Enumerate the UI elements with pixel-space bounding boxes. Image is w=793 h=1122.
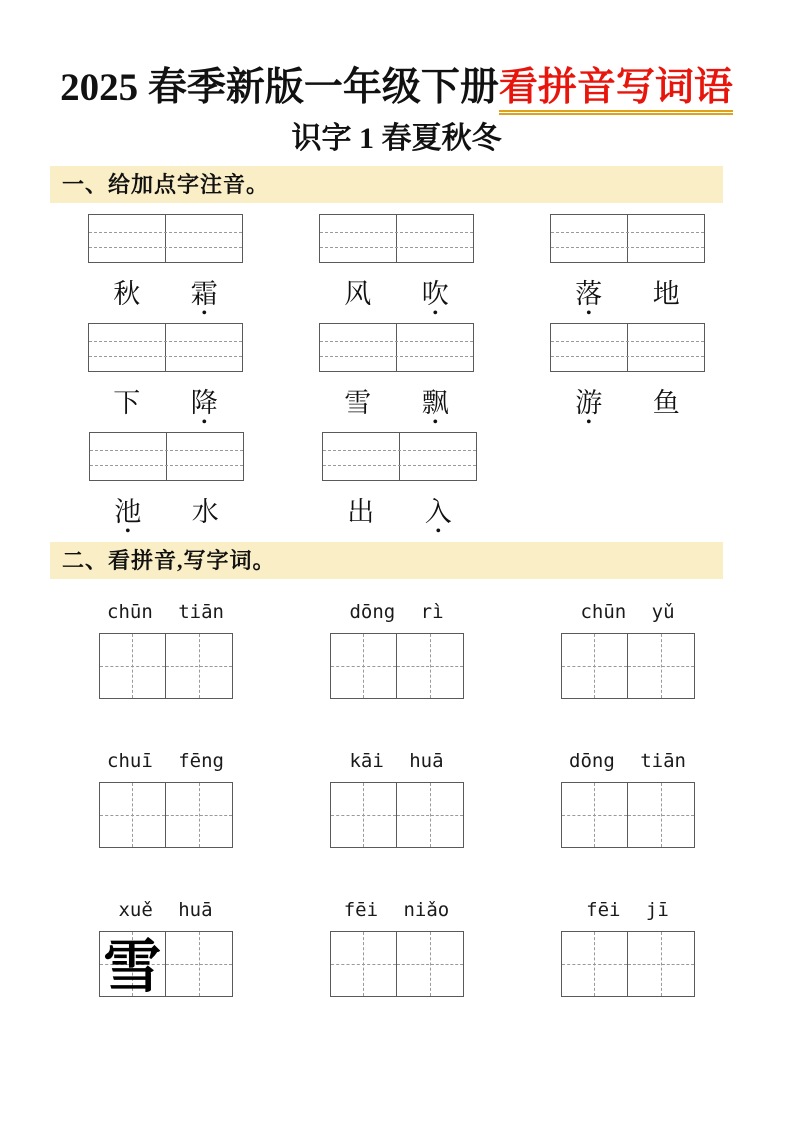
pinyin-answer-box[interactable] — [319, 323, 474, 372]
char-glyph: 游 — [575, 388, 603, 418]
char-glyph: 地 — [652, 279, 680, 309]
character-cell[interactable] — [396, 634, 463, 698]
character-cell[interactable] — [165, 634, 232, 698]
character-cell[interactable] — [100, 783, 166, 847]
pinyin-answer-box[interactable] — [550, 323, 705, 372]
writing-grid-box[interactable] — [330, 633, 464, 699]
guide-line — [551, 341, 704, 342]
writing-grid-box[interactable] — [330, 931, 464, 997]
character-cell[interactable] — [627, 634, 694, 698]
character-cell[interactable] — [331, 932, 397, 996]
char-glyph: 霜 — [190, 279, 218, 309]
pinyin-cell[interactable] — [551, 215, 627, 262]
character-cell[interactable] — [396, 783, 463, 847]
char-glyph: 吹 — [421, 279, 449, 309]
pinyin-label: chūn yǔ — [580, 601, 675, 623]
pinyin-cell[interactable] — [551, 324, 627, 371]
section1-heading: 一、给加点字注音。 — [50, 166, 723, 203]
section2-row — [50, 898, 743, 1001]
chinese-char — [628, 388, 706, 418]
writing-item — [50, 898, 281, 1001]
char-glyph: 池 — [114, 497, 142, 527]
pinyin-cell[interactable] — [166, 433, 243, 480]
pinyin-label: fēi niǎo — [343, 899, 450, 921]
char-glyph: 风 — [344, 279, 372, 309]
chinese-char — [166, 388, 244, 431]
chinese-char — [397, 388, 475, 431]
section1-row — [50, 323, 743, 431]
annotation-item — [50, 214, 281, 322]
title-prefix: 2025 春季新版一年级下册 — [60, 66, 499, 109]
chinese-char — [322, 497, 400, 527]
title-highlight: 看拼音写词语 — [499, 66, 733, 115]
guide-line — [90, 450, 243, 451]
character-cell[interactable] — [396, 932, 463, 996]
annotation-item — [512, 214, 743, 322]
guide-line — [89, 247, 242, 248]
subtitle: 识字 1 春夏秋冬 — [291, 122, 502, 155]
word-pair — [88, 279, 243, 322]
section2-row — [50, 749, 743, 848]
char-glyph: 雪 — [344, 388, 372, 418]
guide-line — [320, 247, 473, 248]
character-cell[interactable] — [331, 783, 397, 847]
writing-grid-box[interactable] — [99, 931, 233, 1001]
chinese-char — [89, 497, 167, 540]
char-glyph: 降 — [190, 388, 218, 418]
writing-item — [512, 749, 743, 848]
guide-line — [90, 465, 243, 466]
guide-line — [320, 356, 473, 357]
pinyin-cell[interactable] — [399, 433, 476, 480]
pinyin-cell[interactable] — [89, 324, 165, 371]
pinyin-answer-box[interactable] — [89, 432, 244, 481]
guide-line — [320, 341, 473, 342]
guide-line — [323, 450, 476, 451]
written-character: 雪 — [103, 932, 162, 1001]
char-glyph: 鱼 — [652, 388, 680, 418]
character-cell[interactable] — [331, 634, 397, 698]
chinese-char — [550, 279, 628, 322]
emphasis-dot: • — [432, 414, 439, 431]
character-cell[interactable] — [100, 634, 166, 698]
pinyin-label: fēi jī — [586, 899, 669, 921]
pinyin-label: dōng rì — [349, 601, 444, 623]
character-cell[interactable] — [100, 932, 166, 1001]
writing-grid-box[interactable] — [561, 633, 695, 699]
section2-heading: 二、看拼音,写字词。 — [50, 542, 723, 579]
pinyin-cell[interactable] — [90, 433, 166, 480]
pinyin-label: kāi huā — [349, 750, 444, 772]
writing-item — [512, 898, 743, 997]
word-pair — [322, 497, 477, 540]
pinyin-cell[interactable] — [627, 215, 704, 262]
pinyin-cell[interactable] — [165, 324, 242, 371]
char-glyph: 出 — [347, 497, 375, 527]
writing-grid-box[interactable] — [99, 633, 233, 699]
char-glyph: 下 — [113, 388, 141, 418]
pinyin-label: chūn tiān — [107, 601, 224, 623]
guide-line — [551, 247, 704, 248]
pinyin-cell[interactable] — [89, 215, 165, 262]
writing-grid-box[interactable] — [561, 782, 695, 848]
char-glyph: 入 — [424, 497, 452, 527]
pinyin-cell[interactable] — [165, 215, 242, 262]
writing-item — [281, 749, 512, 848]
guide-line — [551, 356, 704, 357]
char-glyph: 秋 — [113, 279, 141, 309]
pinyin-answer-box[interactable] — [550, 214, 705, 263]
pinyin-answer-box[interactable] — [88, 323, 243, 372]
guide-line — [89, 341, 242, 342]
emphasis-dot: • — [201, 414, 208, 431]
chinese-char — [397, 279, 475, 322]
char-glyph: 飘 — [421, 388, 449, 418]
character-cell[interactable] — [165, 932, 232, 996]
writing-item — [512, 600, 743, 699]
pinyin-cell[interactable] — [627, 324, 704, 371]
writing-item — [281, 898, 512, 997]
chinese-char — [88, 388, 166, 418]
chinese-char — [319, 279, 397, 309]
pinyin-cell[interactable] — [396, 215, 473, 262]
writing-item — [50, 749, 281, 848]
section1-row — [50, 432, 743, 540]
word-pair — [88, 388, 243, 431]
char-glyph: 落 — [575, 279, 603, 309]
char-glyph: 水 — [191, 497, 219, 527]
character-cell[interactable] — [562, 634, 628, 698]
chinese-char — [550, 388, 628, 431]
writing-item — [281, 600, 512, 699]
section2-row — [50, 600, 743, 699]
character-cell[interactable] — [627, 932, 694, 996]
guide-line — [89, 232, 242, 233]
writing-grid-box[interactable] — [561, 931, 695, 997]
emphasis-dot: • — [124, 523, 131, 540]
word-pair — [550, 279, 705, 322]
word-pair — [319, 388, 474, 431]
emphasis-dot: • — [201, 305, 208, 322]
chinese-char — [167, 497, 245, 527]
word-pair — [550, 388, 705, 431]
annotation-item — [50, 432, 283, 540]
annotation-item — [281, 323, 512, 431]
emphasis-dot: • — [585, 305, 592, 322]
character-cell[interactable] — [165, 783, 232, 847]
chinese-char — [400, 497, 478, 540]
annotation-item — [512, 323, 743, 431]
pinyin-cell[interactable] — [320, 215, 396, 262]
guide-line — [320, 232, 473, 233]
chinese-char — [628, 279, 706, 309]
main-title — [50, 64, 743, 111]
emphasis-dot: • — [432, 305, 439, 322]
pinyin-answer-box[interactable] — [322, 432, 477, 481]
section1-row — [50, 214, 743, 322]
guide-line — [551, 232, 704, 233]
character-cell[interactable] — [562, 932, 628, 996]
annotation-item — [50, 323, 281, 431]
emphasis-dot: • — [585, 414, 592, 431]
word-pair — [89, 497, 244, 540]
guide-line — [323, 465, 476, 466]
character-cell[interactable] — [562, 783, 628, 847]
writing-grid-box[interactable] — [330, 782, 464, 848]
annotation-item — [283, 432, 516, 540]
pinyin-cell[interactable] — [320, 324, 396, 371]
guide-line — [89, 356, 242, 357]
writing-item — [50, 600, 281, 699]
pinyin-answer-box[interactable] — [319, 214, 474, 263]
pinyin-cell[interactable] — [323, 433, 399, 480]
character-cell[interactable] — [627, 783, 694, 847]
chinese-char — [319, 388, 397, 418]
pinyin-label: dōng tiān — [569, 750, 686, 772]
word-pair — [319, 279, 474, 322]
pinyin-label: xuě huā — [118, 899, 213, 921]
emphasis-dot: • — [435, 523, 442, 540]
chinese-char — [88, 279, 166, 309]
pinyin-answer-box[interactable] — [88, 214, 243, 263]
writing-grid-box[interactable] — [99, 782, 233, 848]
annotation-item — [281, 214, 512, 322]
pinyin-label: chuī fēng — [107, 750, 224, 772]
pinyin-cell[interactable] — [396, 324, 473, 371]
chinese-char — [166, 279, 244, 322]
